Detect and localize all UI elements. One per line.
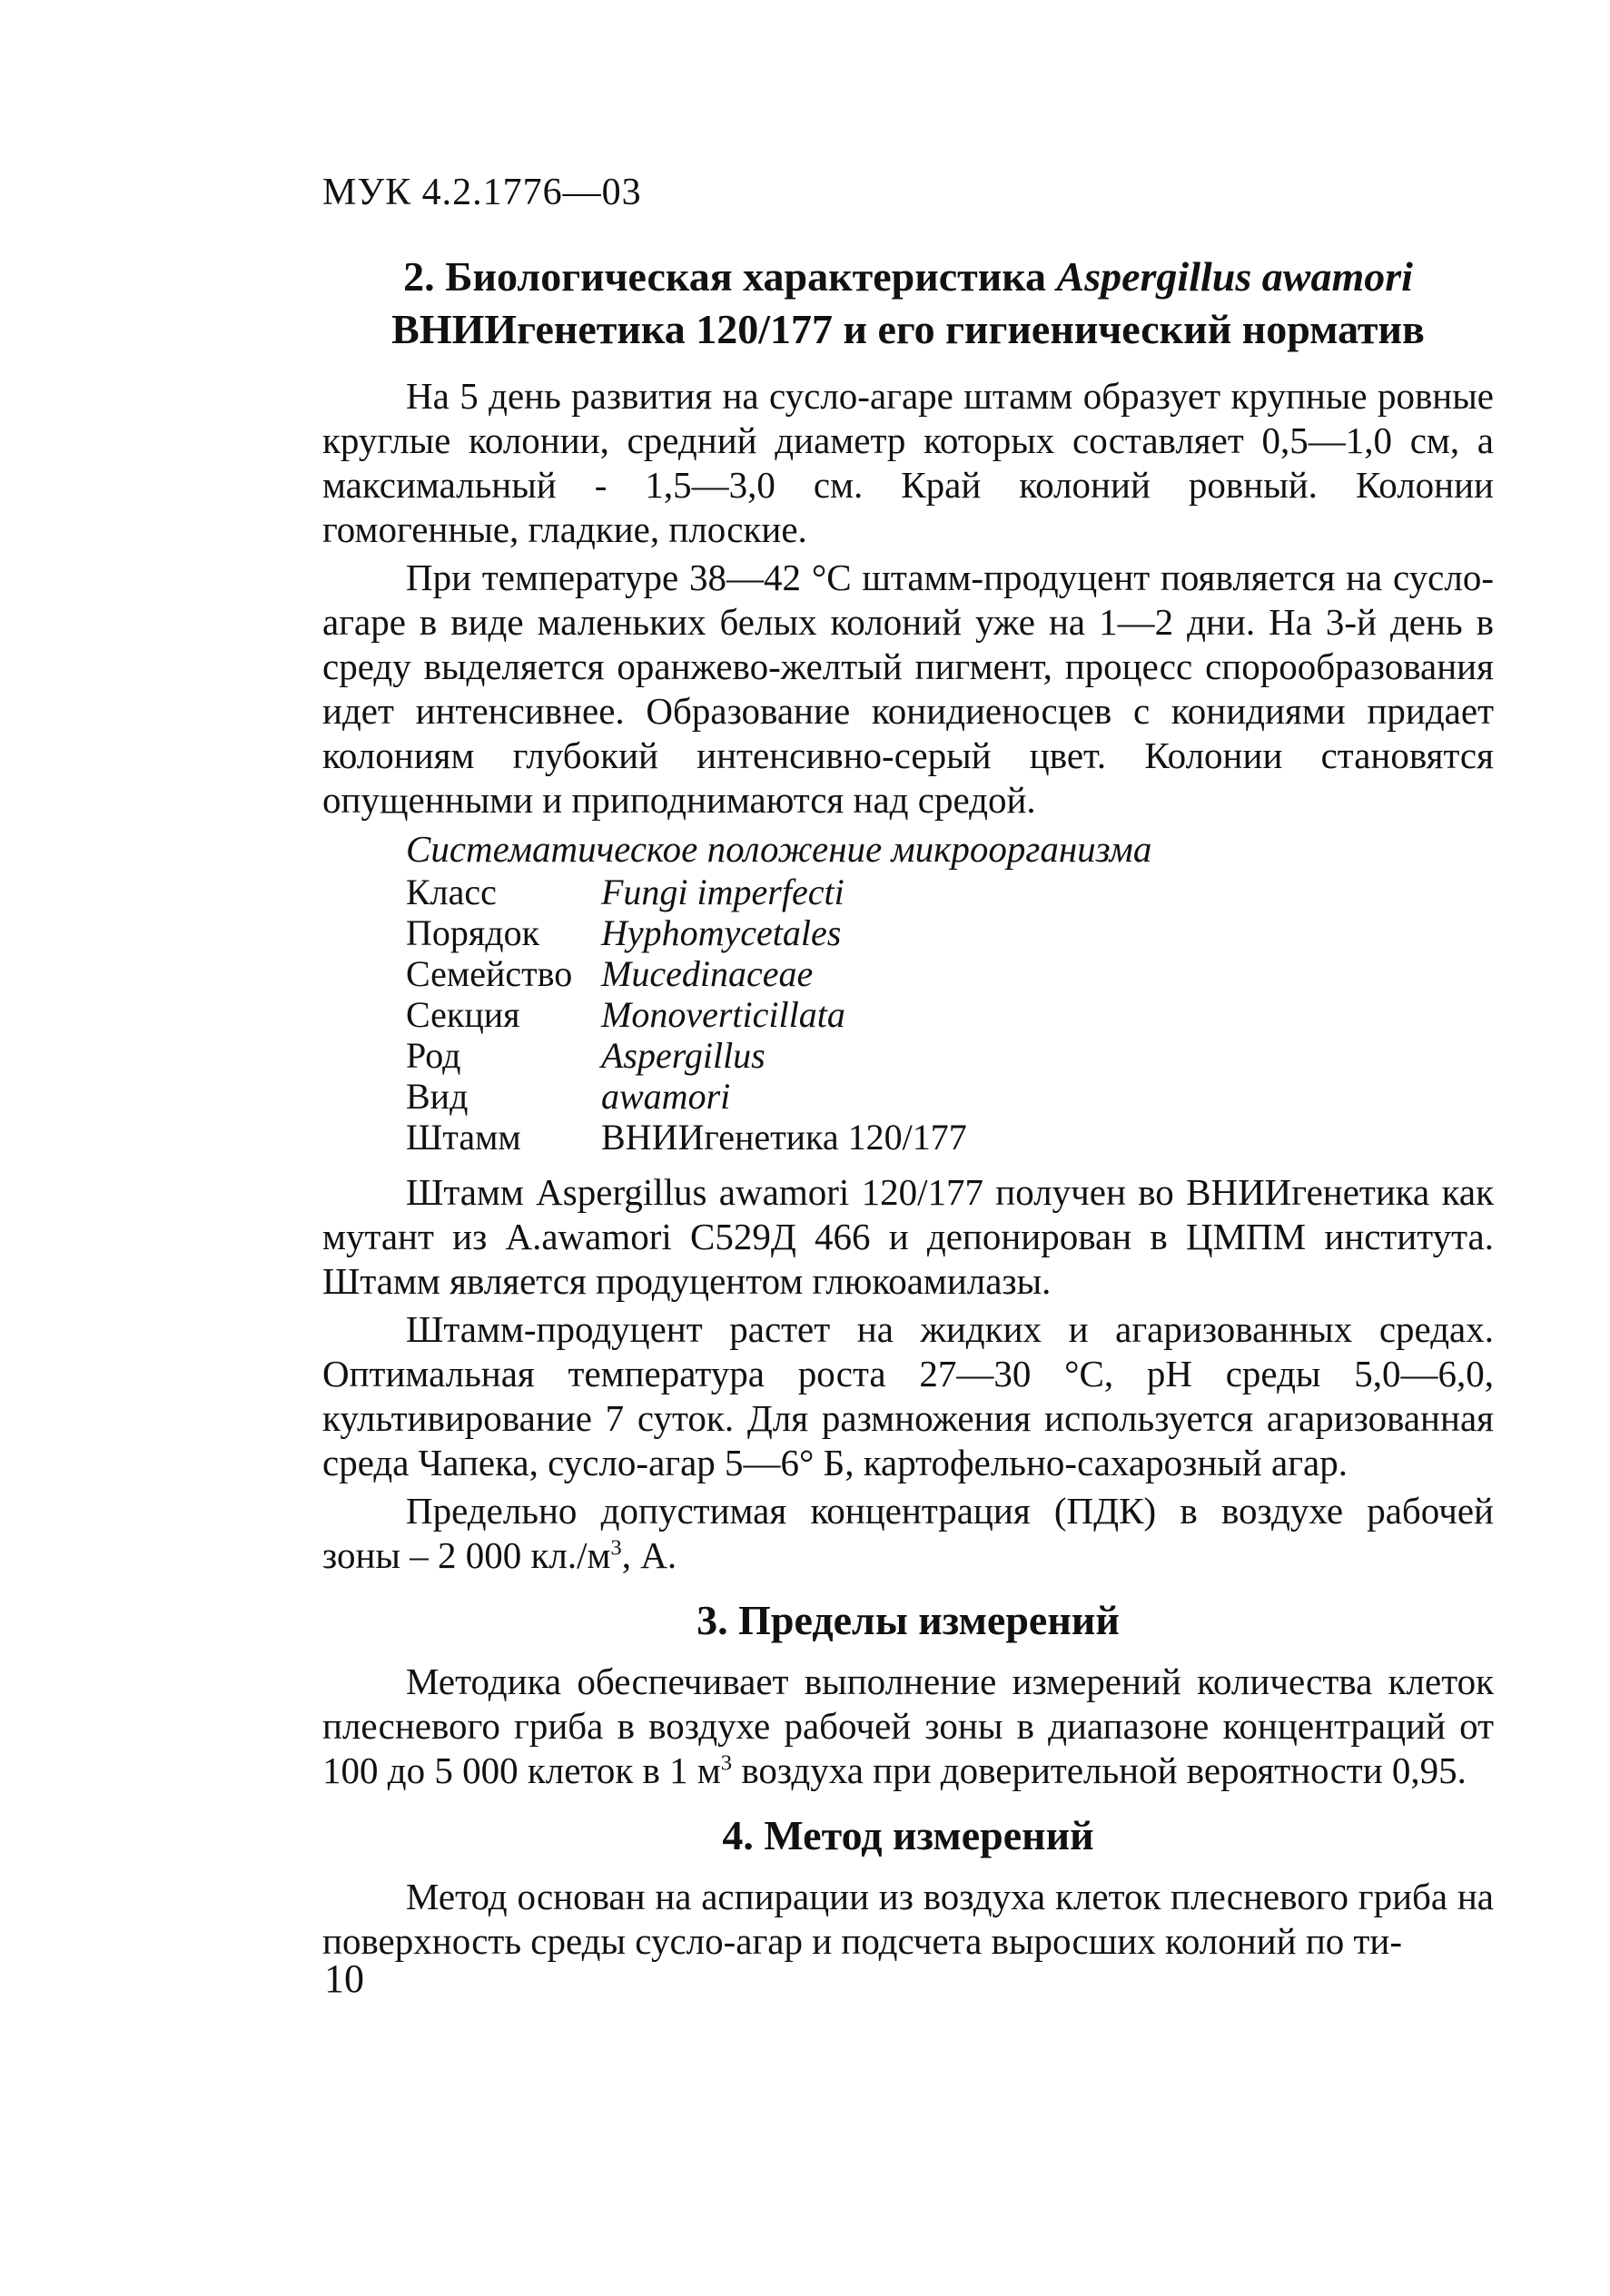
section-4-paragraph: Метод основан на аспирации из воздуха клеток плесневого гриба на поверхность среды сусло-агар и подсчета выросших колоний по ти- xyxy=(322,1876,1494,1962)
section-2-heading xyxy=(322,251,1494,356)
pdk-text: Предельно допустимая концентрация (ПДК) в воздухе рабочей зоны – 2 000 кл./м xyxy=(322,1490,1494,1576)
taxonomy-row xyxy=(406,1076,967,1117)
section-2-paragraph-4: Штамм-продуцент растет на жидких и агаризованных средах. Оптимальная температура роста 27—30 °С, pH среды 5,0—6,0, культивирование 7 суток. Для размножения используется агаризованная среда Чапека, сусло-агар 5—6° Б, картофельно-сахарозный агар. xyxy=(322,1308,1494,1483)
taxonomy-row xyxy=(406,872,967,912)
taxonomy-value: Fungi imperfecti xyxy=(601,872,845,912)
taxonomy-value: awamori xyxy=(601,1076,731,1117)
section-2-paragraph-1: На 5 день развития на сусло-агаре штамм образует крупные ровные круглые колонии, средний диаметр которых составляет 0,5—1,0 см, а максимальный - 1,5—3,0 см. Край колоний ровный. Колонии гомогенные, гладкие, плоские. xyxy=(322,375,1494,550)
taxonomy-row xyxy=(406,1117,967,1158)
taxonomy-value: ВНИИгенетика 120/177 xyxy=(601,1117,967,1158)
taxonomy-value: Monoverticillata xyxy=(601,994,845,1035)
taxonomy-row xyxy=(406,953,967,994)
taxonomy-title: Систематическое положение микроорганизма xyxy=(406,828,1152,870)
taxonomy-key: Род xyxy=(406,1035,461,1076)
pdk-text-end: , А. xyxy=(621,1534,677,1576)
taxonomy-key: Порядок xyxy=(406,912,540,953)
taxonomy-row xyxy=(406,912,967,953)
section-3-paragraph xyxy=(322,1660,1494,1793)
section-2-paragraph-2: При температуре 38—42 °С штамм-продуцент появляется на сусло-агаре в виде маленьких белых колоний уже на 1—2 дни. На 3-й день в среду выделяется оранжево-желтый пигмент, процесс спорообразования идет интенсивнее. Образование конидиеносцев с конидиями придает колониям глубокий интенсивно-серый цвет. Колонии становятся опущенными и приподнимаются над средой. xyxy=(322,557,1494,821)
taxonomy-value: Mucedinaceae xyxy=(601,953,814,994)
superscript: 3 xyxy=(610,1535,622,1561)
taxonomy-value: Aspergillus xyxy=(601,1035,765,1076)
taxonomy-key: Вид xyxy=(406,1076,469,1117)
document-header: МУК 4.2.1776—03 xyxy=(322,172,642,213)
section-2-title-prefix: 2. Биологическая характеристика xyxy=(403,253,1057,300)
taxonomy-key: Семейство xyxy=(406,953,573,994)
page-content xyxy=(322,251,1494,1967)
page-number: 10 xyxy=(324,1956,364,2001)
section-2-paragraph-5 xyxy=(322,1489,1494,1578)
taxonomy-table xyxy=(406,872,967,1158)
section-2-paragraph-3: Штамм Aspergillus awamori 120/177 получен во ВНИИгенетика как мутант из A.awamori C529Д 466 и депонирован в ЦМПМ института. Штамм является продуцентом глюкоамилазы. xyxy=(322,1171,1494,1302)
taxonomy-row xyxy=(406,994,967,1035)
section-4-heading: 4. Метод измерений xyxy=(722,1812,1094,1858)
range-text-end: воздуха при доверительной вероятности 0,95. xyxy=(732,1749,1467,1791)
taxonomy-key: Класс xyxy=(406,872,497,912)
taxonomy-row xyxy=(406,1035,967,1076)
taxonomy-key: Штамм xyxy=(406,1117,521,1158)
range-text: Методика обеспечивает выполнение измерений количества клеток плесневого гриба в воздухе рабочей зоны в диапазоне концентраций от 100 до 5 000 клеток в 1 м xyxy=(322,1660,1494,1791)
section-2-title-species: Aspergillus awamori xyxy=(1056,253,1413,300)
taxonomy-key: Секция xyxy=(406,994,520,1035)
taxonomy-value: Hyphomycetales xyxy=(601,912,842,953)
section-3-heading: 3. Пределы измерений xyxy=(696,1597,1120,1643)
superscript: 3 xyxy=(720,1750,733,1776)
section-2-title-line2: ВНИИгенетика 120/177 и его гигиенический норматив xyxy=(391,306,1425,352)
